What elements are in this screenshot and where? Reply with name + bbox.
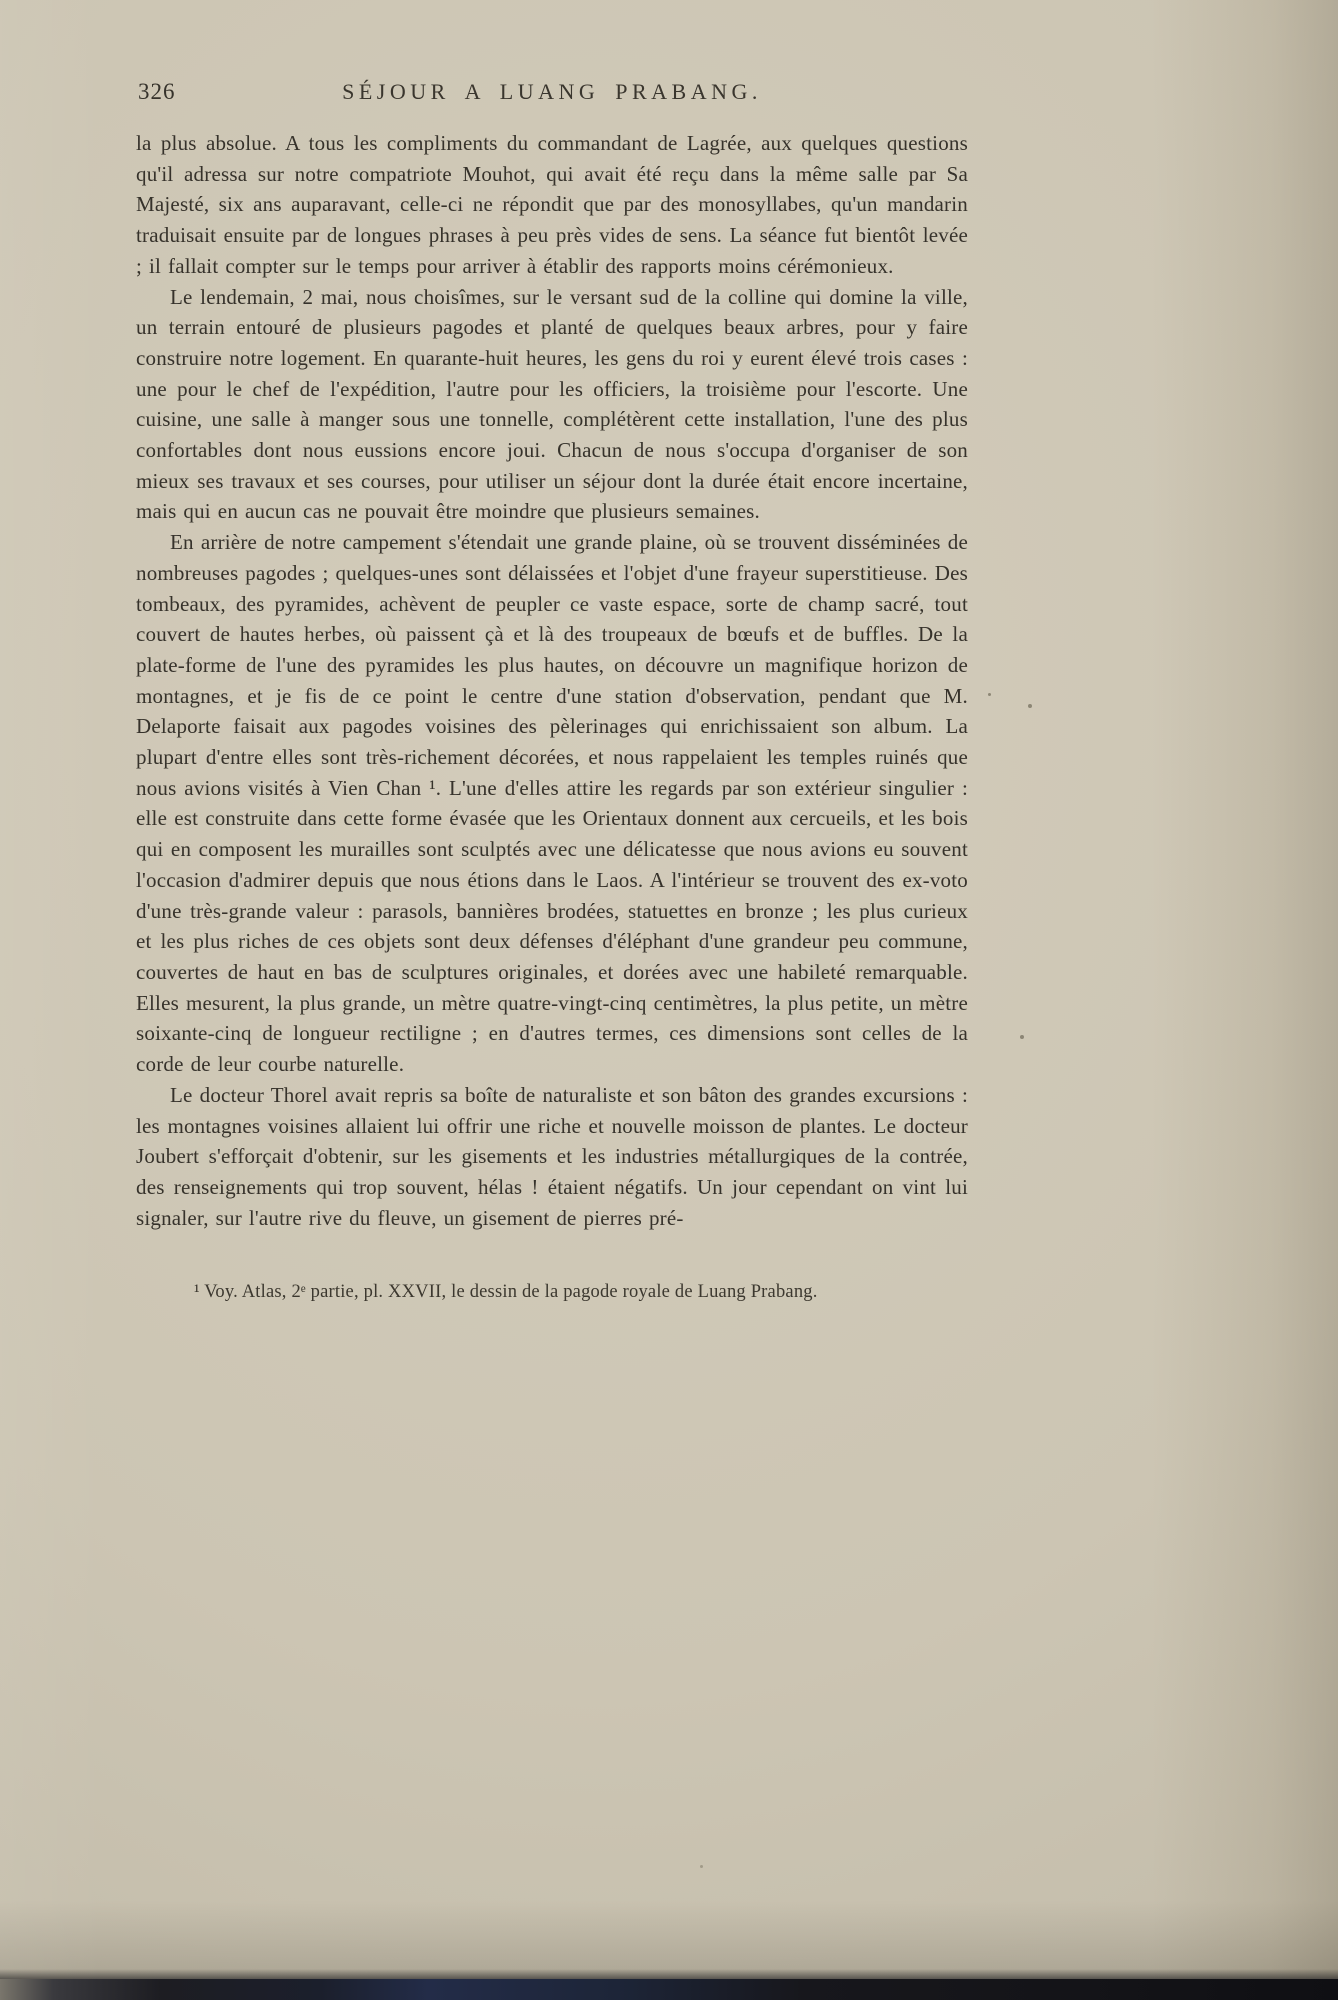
paragraph: En arrière de notre campement s'étendait une grande plaine, où se trouvent disséminées de nombreuses pagodes ; quelques-unes sont délaissées et l'objet d'une frayeur superstitieuse. Des tombeaux, des pyramides, achèvent de peupler ce vaste espace, sorte de champ sacré, tout couvert de hautes herbes, où paissent çà et là des troupeaux de bœufs et de buffles. De la plate-forme de l'une des pyramides les plus hautes, on découvre un magnifique horizon de montagnes, et je fis de ce point le centre d'une station d'observation, pendant que M. Delaporte faisait aux pagodes voisines des pèlerinages qui enrichissaient son album. La plupart d'entre elles sont très-richement décorées, et nous rappelaient les temples ruinés que nous avions visités à Vien Chan ¹. L'une d'elles attire les regards par son extérieur singulier : elle est construite dans cette forme évasée que les Orientaux donnent aux cercueils, et les bois qui en composent les murailles sont sculptés avec une délicatesse que nous avions eu souvent l'occasion d'admirer depuis que nous étions dans le Laos. A l'intérieur se trouvent des ex-voto d'une très-grande valeur : parasols, bannières brodées, statuettes en bronze ; les plus curieux et les plus riches de ces objets sont deux défenses d'éléphant d'une grandeur peu commune, couvertes de haut en bas de sculptures originales, et dorées avec une habileté remarquable. Elles mesurent, la plus grande, un mètre quatre-vingt-cinq centimètres, la plus petite, un mètre soixante-cinq de longueur rectiligne ; en d'autres termes, ces dimensions sont celles de la corde de leur courbe naturelle. xyxy=(136,530,968,1077)
scan-speck xyxy=(1020,1035,1024,1039)
page-header xyxy=(136,76,968,112)
scan-edge xyxy=(0,1979,1338,2000)
paragraph: la plus absolue. A tous les compliments du commandant de Lagrée, aux quelques questions qu'il adressa sur notre compatriote Mouhot, qui avait été reçu dans la même salle par Sa Majesté, six ans auparavant, celle-ci ne répondit que par des monosyllabes, qu'un mandarin traduisait ensuite par de longues phrases à peu près vides de sens. La séance fut bientôt levée ; il fallait compter sur le temps pour arriver à établir des rapports moins cérémonieux. xyxy=(136,131,968,278)
running-title: SÉJOUR A LUANG PRABANG. xyxy=(342,79,762,104)
body-text xyxy=(136,128,968,1233)
scan-speck xyxy=(988,693,991,696)
scan-speck xyxy=(1028,704,1032,708)
paragraph: Le lendemain, 2 mai, nous choisîmes, sur le versant sud de la colline qui domine la ville, un terrain entouré de plusieurs pagodes et planté de quelques beaux arbres, pour y faire construire notre logement. En quarante-huit heures, les gens du roi y eurent élevé trois cases : une pour le chef de l'expédition, l'autre pour les officiers, la troisième pour l'escorte. Une cuisine, une salle à manger sous une tonnelle, complétèrent cette installation, l'une des plus confortables dont nous eussions encore joui. Chacun de nous s'occupa d'organiser de son mieux ses travaux et ses courses, pour utiliser un séjour dont la durée était encore incertaine, mais qui en aucun cas ne pouvait être moindre que plusieurs semaines. xyxy=(136,284,968,524)
page-number: 326 xyxy=(138,79,176,104)
scan-edge-shadow xyxy=(0,1969,1338,1979)
paragraph: Le docteur Thorel avait repris sa boîte de naturaliste et son bâton des grandes excursions : les montagnes voisines allaient lui offrir une riche et nouvelle moisson de plantes. Le docteur Joubert s'efforçait d'obtenir, sur les gisements et les industries métallurgiques de la contrée, des renseignements qui trop souvent, hélas ! étaient négatifs. Un jour cependant on vint lui signaler, sur l'autre rive du fleuve, un gisement de pierres pré- xyxy=(136,1082,968,1230)
page-content xyxy=(136,76,968,1305)
footnote: ¹ Voy. Atlas, 2ᵉ partie, pl. XXVII, le dessin de la pagode royale de Luang Prabang. xyxy=(194,1282,818,1303)
scan-speck xyxy=(700,1865,703,1868)
